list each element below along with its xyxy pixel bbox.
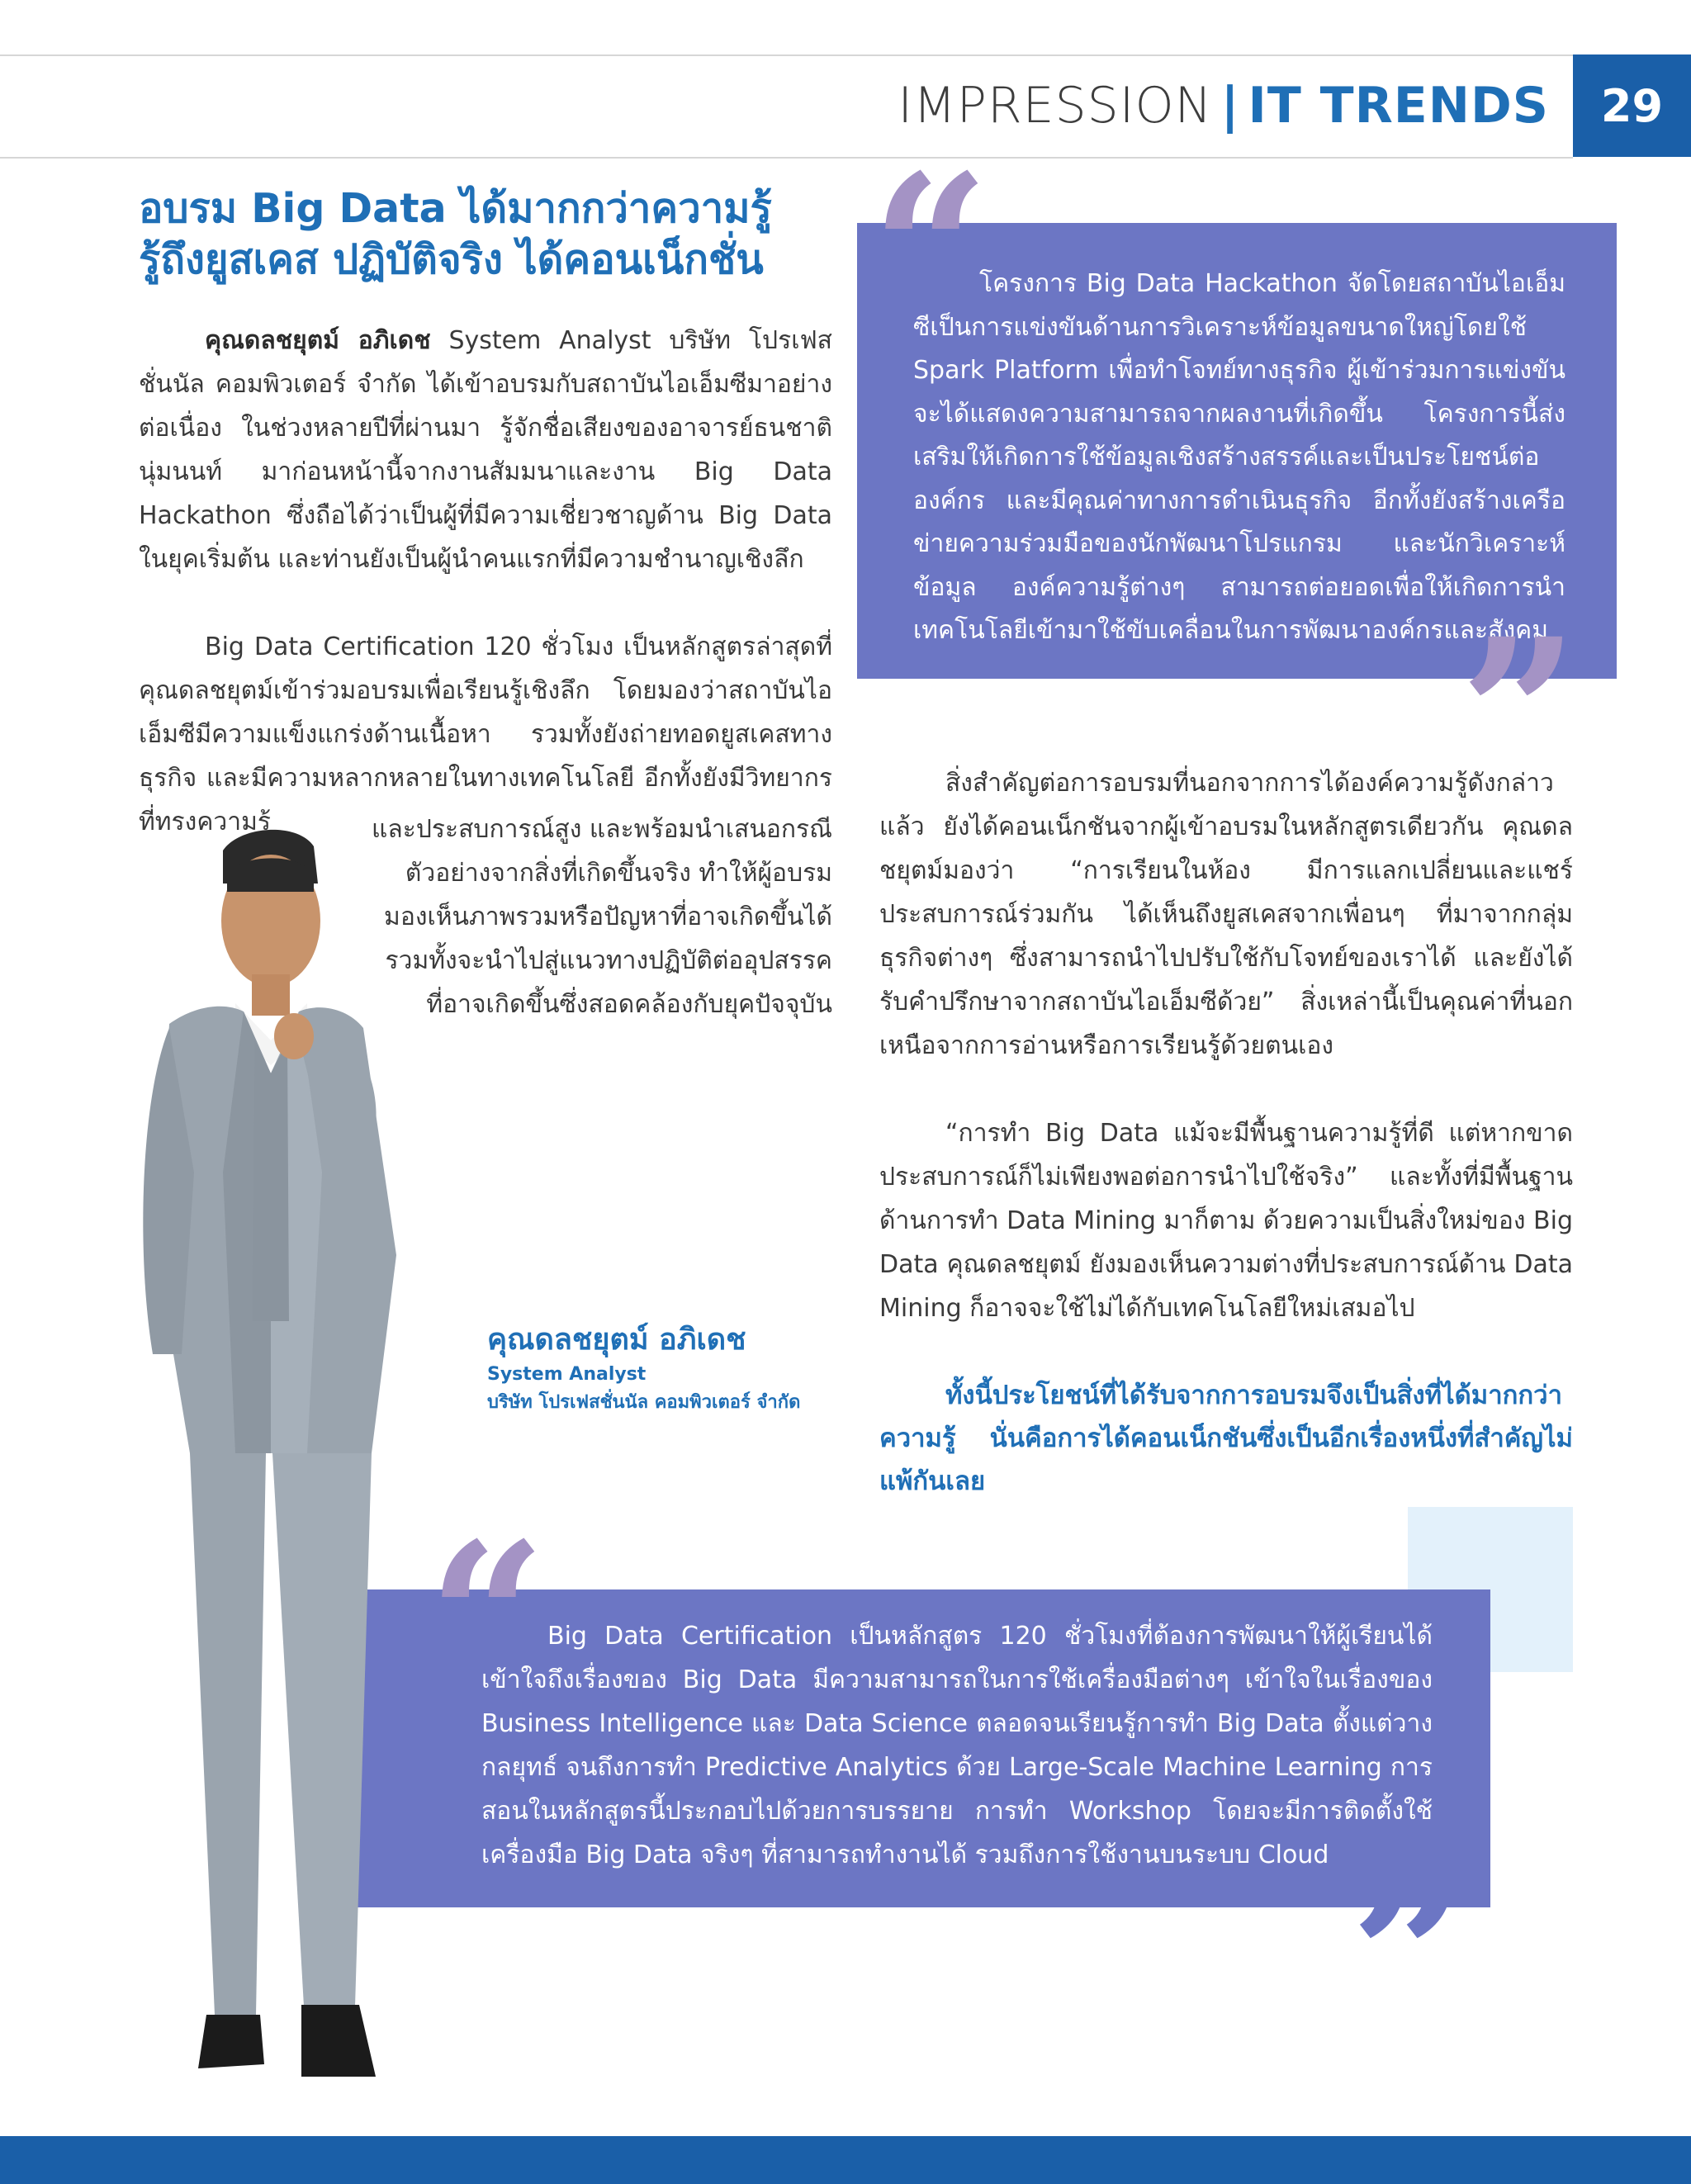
caption-name: คุณดลชยุตม์ อภิเดช [487, 1323, 746, 1357]
headline-line-2: รู้ถึงยูสเคส ปฏิบัติจริง ได้คอนเน็กชั่น [139, 236, 764, 283]
section-category: IT TRENDS [1248, 77, 1549, 135]
intro-paragraph [139, 319, 832, 581]
certification-paragraph: Big Data Certification 120 ชั่วโมง เป็นหลักสูตรล่าสุดที่คุณดลชยุตม์เข้าร่วมอบรมเพื่อเรียนรู้เชิงลึก โดยมองว่าสถาบันไอเอ็มซีมีความแข็งแกร่งด้านเนื้อหา รวมทั้งยังถ่ายทอดยูสเคสทางธุรกิจ และมีความหลากหลายในทางเทคโนโลยี อีกทั้งยังมีวิทยากรที่ทรงความรู้ [139, 632, 832, 836]
article-headline [139, 183, 849, 286]
open-quote-icon: “ [428, 1497, 547, 1740]
section-name: IMPRESSION [898, 77, 1213, 135]
photo-caption [487, 1319, 867, 1417]
header-rule [0, 157, 1573, 159]
intro-name: คุณดลชยุตม์ อภิเดช [205, 326, 431, 355]
intro-text: System Analyst บริษัท โปรเฟสชั่นนัล คอมพิวเตอร์ จำกัด ได้เข้าอบรมกับสถาบันไอเอ็มซีมาอย่างต่อเนื่อง ในช่วงหลายปีที่ผ่านมา รู้จักชื่อเสียงของอาจารย์ธนชาติ นุ่มนนท์ มาก่อนหน้านี้จากงานสัมมนาและงาน Big Data Hackathon ซึ่งถือได้ว่าเป็นผู้ที่มีความเชี่ยวชาญด้าน Big Data ในยุคเริ่มต้น และท่านยังเป็นผู้นำคนแรกที่มีความชำนาญเชิงลึก [139, 326, 832, 574]
certification-quote-text: Big Data Certification เป็นหลักสูตร 120 ชั่วโมงที่ต้องการพัฒนาให้ผู้เรียนได้เข้าใจถึงเรื่องของ Big Data มีความสามารถในการใช้เครื่องมือต่างๆ เข้าใจในเรื่องของ Business Intelligence และ Data Science ตลอดจนเรียนรู้การทำ Big Data ตั้งแต่วางกลยุทธ์ จนถึงการทำ Predictive Analytics ด้วย Large-Scale Machine Learning การสอนในหลักสูตรนี้ประกอบไปด้วยการบรรยาย การทำ Workshop โดยจะมีการติดตั้งใช้เครื่องมือ Big Data จริงๆ ที่สามารถทำงานได้ รวมถึงการใช้งานบนระบบ Cloud [481, 1622, 1433, 1869]
top-rule [0, 54, 1691, 56]
wrap-line: ตัวอย่างจากสิ่งที่เกิดขึ้นจริง ทำให้ผู้อบรม [405, 859, 832, 888]
hackathon-quote-text: โครงการ Big Data Hackathon จัดโดยสถาบันไอเอ็มซีเป็นการแข่งขันด้านการวิเคราะห์ข้อมูลขนาดใหญ่โดยใช้ Spark Platform เพื่อทำโจทย์ทางธุรกิจ ผู้เข้าร่วมการแข่งขันจะได้แสดงความสามารถจากผลงานที่เกิดขึ้น โครงการนี้ส่งเสริมให้เกิดการใช้ข้อมูลเชิงสร้างสรรค์และเป็นประโยชน์ต่อองค์กร และมีคุณค่าทางการดำเนินธุรกิจ อีกทั้งยังสร้างเครือข่ายความร่วมมือของนักพัฒนาโปรแกรม และนักวิเคราะห์ข้อมูล องค์ความรู้ต่างๆ สามารถต่อยอดเพื่อให้เกิดการนำเทคโนโลยีเข้ามาใช้ขับเคลื่อนในการพัฒนาองค์กรและสังคม [913, 269, 1565, 645]
page-number: 29 [1573, 54, 1691, 157]
close-quote-icon: ” [1350, 1836, 1469, 2078]
wrap-line: และประสบการณ์สูง และพร้อมนำเสนอกรณี [372, 815, 832, 844]
caption-company: บริษัท โปรเฟสชั่นนัล คอมพิวเตอร์ จำกัด [487, 1392, 801, 1413]
data-mining-paragraph: “การทำ Big Data แม้จะมีพื้นฐานความรู้ที่ดี แต่หากขาดประสบการณ์ก็ไม่เพียงพอต่อการนำไปใช้จริง” และทั้งที่มีพื้นฐานด้านการทำ Data Mining มาก็ตาม ด้วยความเป็นสิ่งใหม่ของ Big Data คุณดลชยุตม์ ยังมองเห็นความต่างที่ประสบการณ์ด้าน Data Mining ก็อาจจะใช้ไม่ได้กับเทคโนโลยีใหม่เสมอไป [879, 1119, 1573, 1323]
wrap-line: รวมทั้งจะนำไปสู่แนวทางปฏิบัติต่ออุปสรรค [385, 946, 832, 975]
right-column [879, 761, 1573, 1503]
open-quote-icon: “ [871, 129, 990, 372]
connection-paragraph: สิ่งสำคัญต่อการอบรมที่นอกจากการได้องค์ความรู้ดังกล่าวแล้ว ยังได้คอนเน็กชันจากผู้เข้าอบรมในหลักสูตรเดียวกัน คุณดลชยุตม์มองว่า “การเรียนในห้อง มีการแลกเปลี่ยนและแชร์ประสบการณ์ร่วมกัน ได้เห็นถึงยูสเคสจากเพื่อนๆ ที่มาจากกลุ่มธุรกิจต่างๆ ซึ่งสามารถนำไปปรับใช้กับโจทย์ของเราได้ และยังได้รับคำปรึกษาจากสถาบันไอเอ็มซีด้วย” สิ่งเหล่านี้เป็นคุณค่าที่นอกเหนือจากการอ่านหรือการเรียนรู้ด้วยตนเอง [879, 769, 1573, 1060]
section-header [898, 73, 1549, 139]
closing-paragraph: ทั้งนี้ประโยชน์ที่ได้รับจากการอบรมจึงเป็นสิ่งที่ได้มากกว่าความรู้ นั่นคือการได้คอนเน็กชันซึ่งเป็นอีกเรื่องหนึ่งที่สำคัญไม่แพ้กันเลย [879, 1381, 1573, 1496]
wrap-line: มองเห็นภาพรวมหรือปัญหาที่อาจเกิดขึ้นได้ [384, 902, 832, 931]
caption-title: System Analyst [487, 1364, 647, 1385]
header-separator: | [1220, 77, 1240, 135]
portrait-photo [91, 826, 438, 2114]
close-quote-icon: ” [1460, 593, 1579, 836]
footer-band [0, 2136, 1691, 2184]
headline-line-1: อบรม Big Data ได้มากกว่าความรู้ [139, 185, 772, 232]
left-column [139, 319, 832, 844]
wrap-line: ที่อาจเกิดขึ้นซึ่งสอดคล้องกับยุคปัจจุบัน [426, 990, 832, 1019]
